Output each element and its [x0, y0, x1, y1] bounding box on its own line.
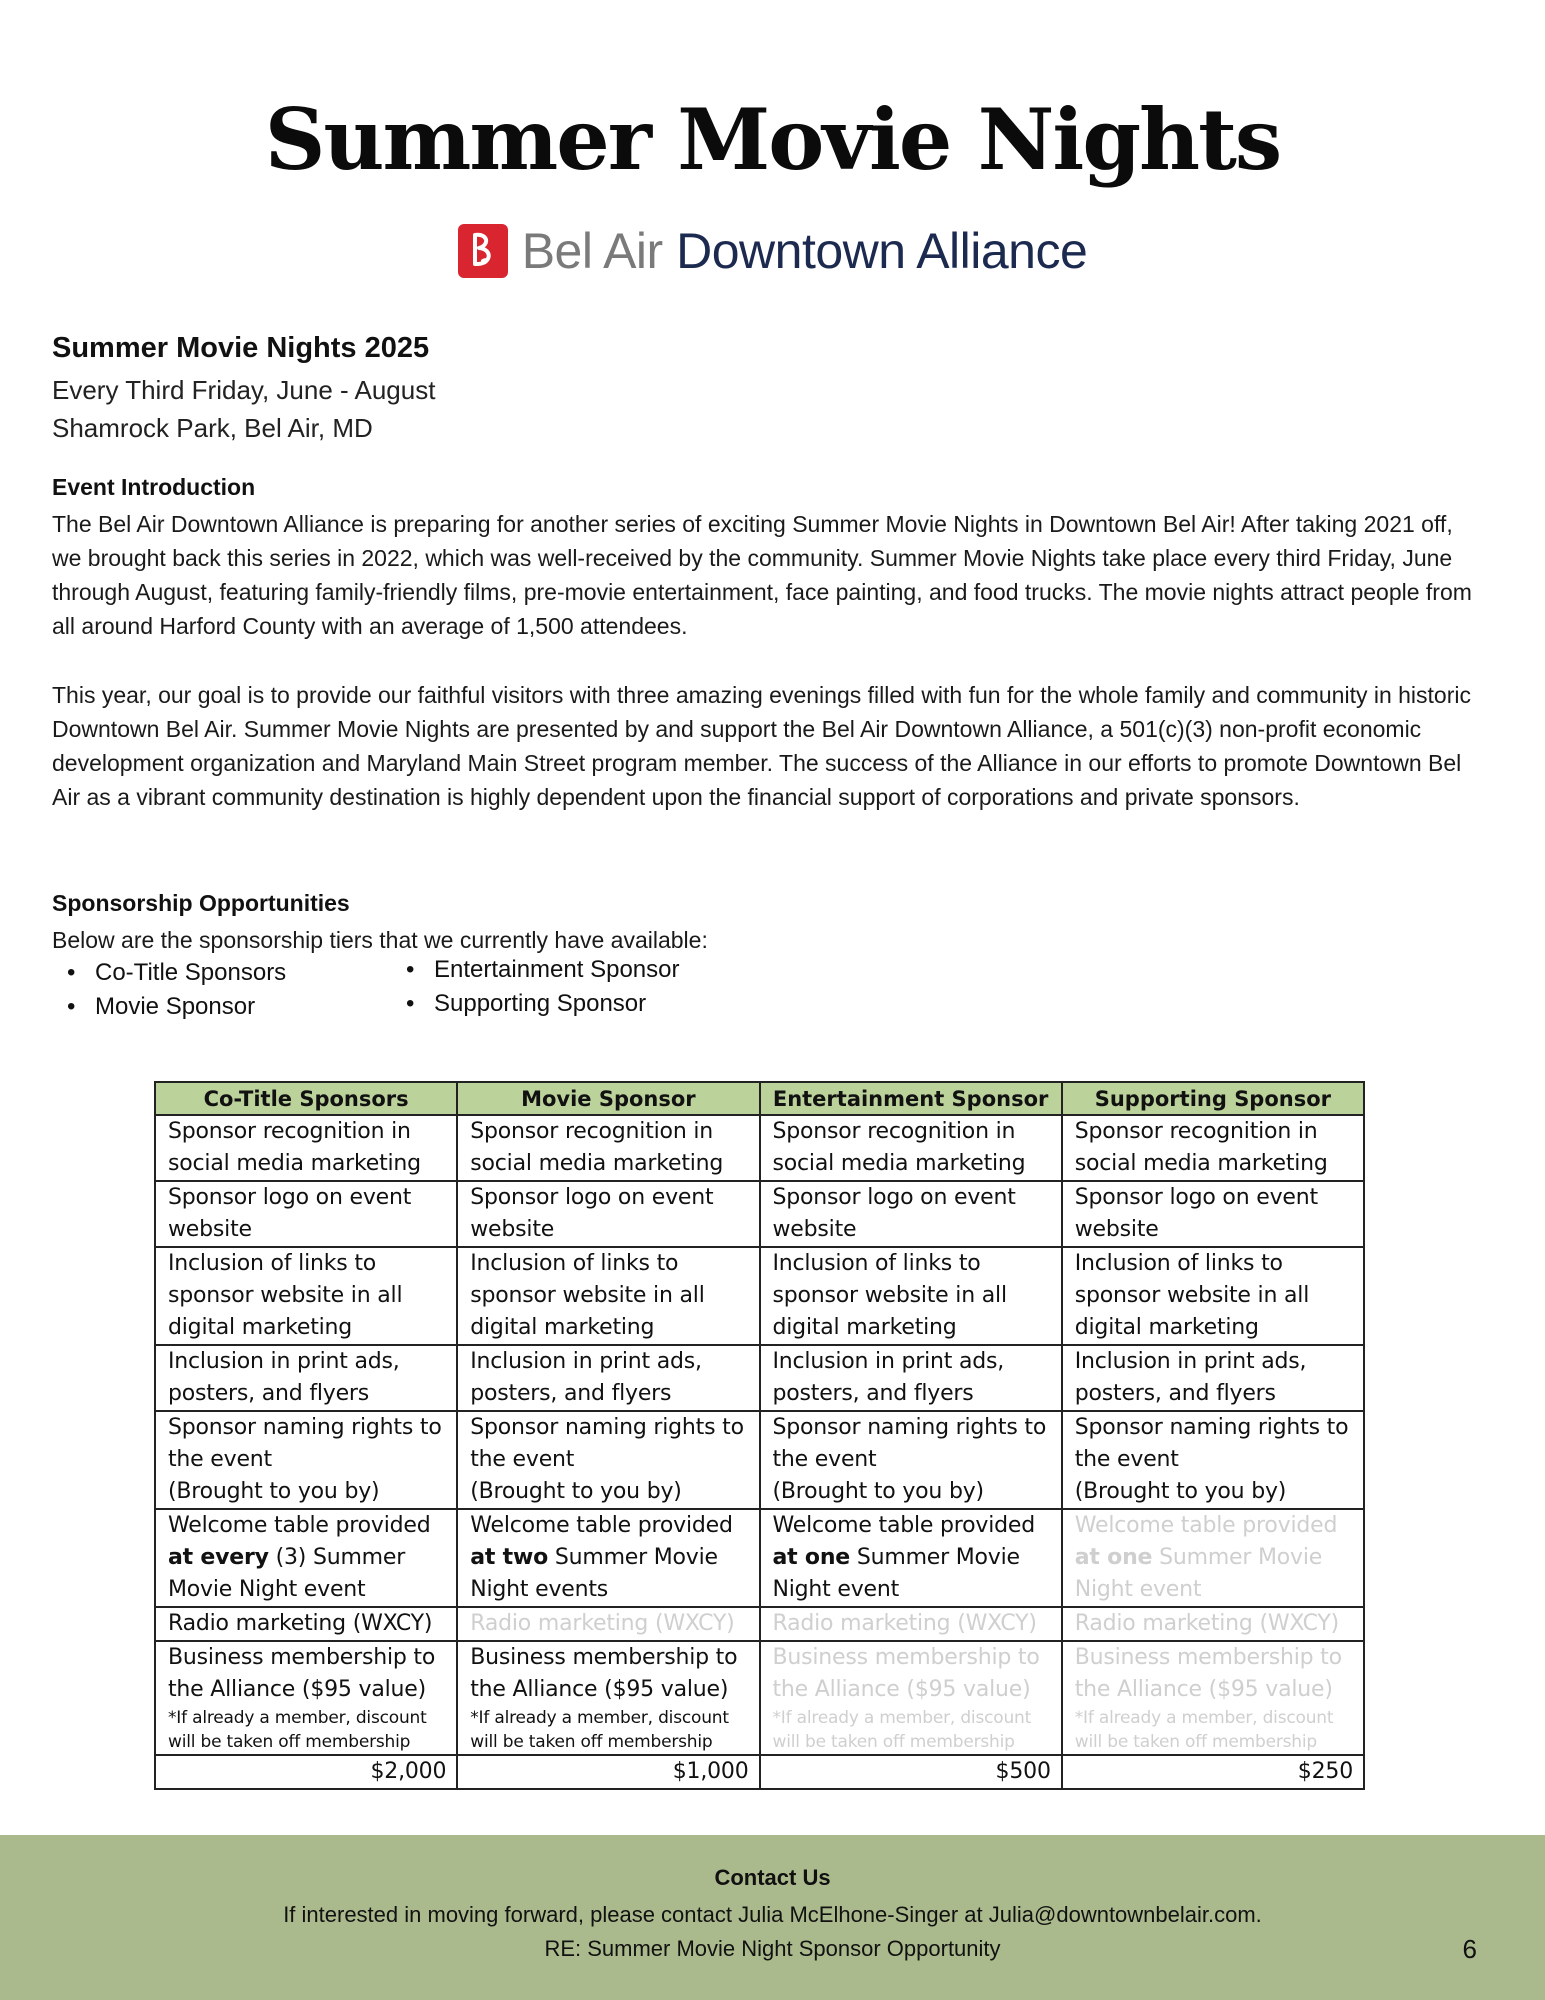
table-cell: Inclusion of links to sponsor website in all digital marketing [457, 1247, 759, 1345]
tier-list-left [52, 956, 286, 1024]
list-item: • Supporting Sponsor [391, 987, 679, 1021]
heart-b-icon [458, 224, 508, 278]
sponsorship-heading: Sponsorship Opportunities [52, 890, 350, 916]
column-header: Co-Title Sponsors [155, 1082, 457, 1115]
table-cell: Inclusion in print ads, posters, and flyers [760, 1345, 1062, 1411]
table-cell-unavailable: Welcome table provided at one Summer Movie Night event [1062, 1509, 1364, 1607]
page-number: 6 [1462, 1934, 1477, 1964]
footer-heading: Contact Us [714, 1865, 831, 1890]
footer-contact-line: If interested in moving forward, please contact Julia McElhone-Singer at Julia@downtownbelair.com. [283, 1902, 1262, 1927]
table-cell: Sponsor naming rights to the event (Brought to you by) [760, 1411, 1062, 1509]
table-cell: Welcome table provided at every (3) Summer Movie Night event [155, 1509, 457, 1607]
table-row [155, 1345, 1364, 1411]
table-cell-unavailable: Radio marketing (WXCY) [457, 1607, 759, 1641]
table-cell: Business membership to the Alliance ($95 value) *If already a member, discount will be taken off membership [155, 1641, 457, 1755]
alliance-logo [0, 222, 1545, 280]
table-cell: Business membership to the Alliance ($95 value) *If already a member, discount will be taken off membership [457, 1641, 759, 1755]
table-cell: Inclusion of links to sponsor website in all digital marketing [1062, 1247, 1364, 1345]
sponsorship-table [154, 1081, 1365, 1790]
list-item: • Entertainment Sponsor [391, 953, 679, 987]
price-cell: $500 [760, 1755, 1062, 1789]
intro-paragraph-2: This year, our goal is to provide our faithful visitors with three amazing evenings filled with fun for the whole family and community in historic Downtown Bel Air. Summer Movie Nights are presented by and support the Bel Air Downtown Alliance, a 501(c)(3) non-profit economic development organization and Maryland Main Street program member. The success of the Alliance in our efforts to promote Downtown Bel Air as a vibrant community destination is highly dependent upon the financial support of corporations and private sponsors. [52, 682, 1471, 810]
table-cell: Sponsor naming rights to the event (Brought to you by) [457, 1411, 759, 1509]
intro-paragraph-1: The Bel Air Downtown Alliance is preparing for another series of exciting Summer Movie Nights in Downtown Bel Air! After taking 2021 off, we brought back this series in 2022, which was well-received by the community. Summer Movie Nights take place every third Friday, June through August, featuring family-friendly films, pre-movie entertainment, face painting, and food trucks. The movie nights attract people from all around Harford County with an average of 1,500 attendees. [52, 511, 1472, 639]
table-cell-unavailable: Radio marketing (WXCY) [760, 1607, 1062, 1641]
table-row [155, 1411, 1364, 1509]
table-cell: Welcome table provided at one Summer Movie Night event [760, 1509, 1062, 1607]
table-cell: Sponsor naming rights to the event (Brought to you by) [1062, 1411, 1364, 1509]
table-cell: Sponsor recognition in social media marketing [155, 1115, 457, 1181]
table-row [155, 1181, 1364, 1247]
event-schedule: Every Third Friday, June - August [52, 375, 436, 405]
table-row [155, 1607, 1364, 1641]
table-cell-unavailable: Business membership to the Alliance ($95 value) *If already a member, discount will be taken off membership [1062, 1641, 1364, 1755]
event-heading: Summer Movie Nights 2025 [52, 332, 430, 364]
table-cell: Sponsor naming rights to the event (Brought to you by) [155, 1411, 457, 1509]
table-cell: Inclusion in print ads, posters, and flyers [457, 1345, 759, 1411]
table-cell: Sponsor logo on event website [1062, 1181, 1364, 1247]
tier-list-right [391, 953, 679, 1021]
list-item: • Co-Title Sponsors [52, 956, 286, 990]
column-header: Supporting Sponsor [1062, 1082, 1364, 1115]
table-cell: Radio marketing (WXCY) [155, 1607, 457, 1641]
table-cell: Inclusion of links to sponsor website in all digital marketing [155, 1247, 457, 1345]
table-cell: Sponsor logo on event website [155, 1181, 457, 1247]
price-cell: $250 [1062, 1755, 1364, 1789]
page-title: Summer Movie Nights [264, 90, 1281, 189]
list-item: • Movie Sponsor [52, 990, 286, 1024]
intro-heading: Event Introduction [52, 474, 256, 500]
price-row [155, 1755, 1364, 1789]
table-row [155, 1115, 1364, 1181]
table-row [155, 1641, 1364, 1755]
logo-text-bel-air: Bel Air [521, 223, 663, 279]
table-row [155, 1247, 1364, 1345]
table-cell: Sponsor recognition in social media marketing [457, 1115, 759, 1181]
table-cell: Inclusion in print ads, posters, and flyers [1062, 1345, 1364, 1411]
table-row [155, 1509, 1364, 1607]
table-cell: Inclusion in print ads, posters, and flyers [155, 1345, 457, 1411]
table-cell: Sponsor recognition in social media marketing [760, 1115, 1062, 1181]
column-header: Movie Sponsor [457, 1082, 759, 1115]
event-location: Shamrock Park, Bel Air, MD [52, 413, 373, 443]
table-cell-unavailable: Radio marketing (WXCY) [1062, 1607, 1364, 1641]
table-header-row [155, 1082, 1364, 1115]
sponsorship-lead: Below are the sponsorship tiers that we currently have available: [52, 927, 708, 953]
price-cell: $1,000 [457, 1755, 759, 1789]
contact-footer [0, 1835, 1545, 2000]
table-cell: Sponsor logo on event website [760, 1181, 1062, 1247]
logo-text-downtown-alliance: Downtown Alliance [676, 223, 1088, 279]
table-cell: Welcome table provided at two Summer Movie Night events [457, 1509, 759, 1607]
footer-subject-line: RE: Summer Movie Night Sponsor Opportunity [544, 1936, 1001, 1961]
table-cell: Sponsor recognition in social media marketing [1062, 1115, 1364, 1181]
column-header: Entertainment Sponsor [760, 1082, 1062, 1115]
price-cell: $2,000 [155, 1755, 457, 1789]
table-cell: Inclusion of links to sponsor website in all digital marketing [760, 1247, 1062, 1345]
table-cell-unavailable: Business membership to the Alliance ($95 value) *If already a member, discount will be taken off membership [760, 1641, 1062, 1755]
table-cell: Sponsor logo on event website [457, 1181, 759, 1247]
